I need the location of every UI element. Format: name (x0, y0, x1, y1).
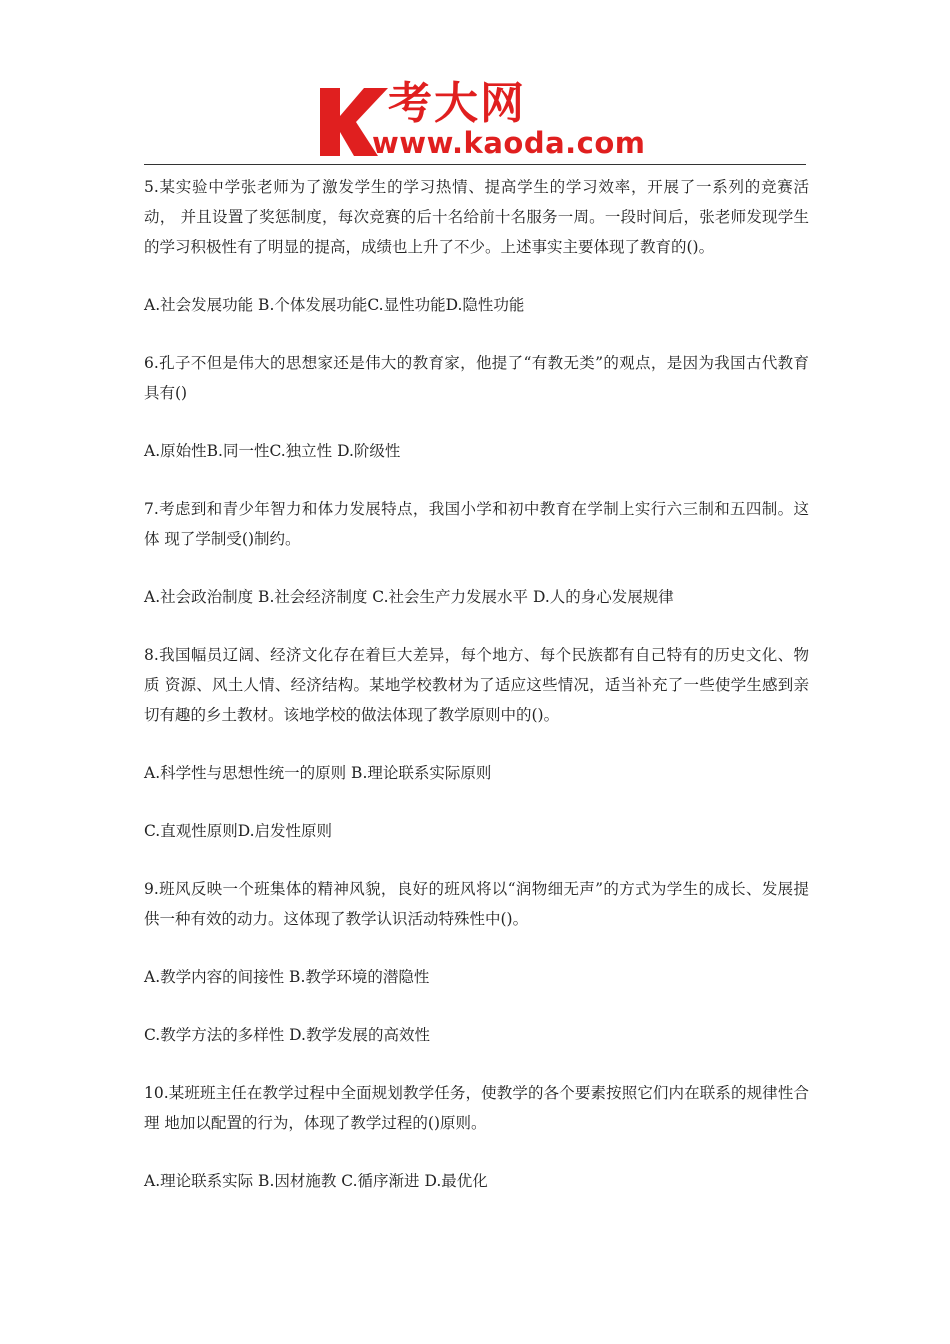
question-stem: 8.我国幅员辽阔、经济文化存在着巨大差异，每个地方、每个民族都有自己特有的历史文化、物质 资源、风土人情、经济结构。某地学校教材为了适应这些情况，适当补充了一些使学生感到亲切有趣的乡土教材。该地学校的做法体现了教学原则中的()。 (144, 646, 809, 724)
question-stem: 9.班风反映一个班集体的精神风貌，良好的班风将以“润物细无声”的方式为学生的成长、发展提供一种有效的动力。这体现了教学认识活动特殊性中()。 (144, 880, 809, 928)
logo-url-text: www.kaoda.com (372, 126, 646, 160)
header-divider (144, 164, 806, 165)
question-options: A.原始性B.同一性C.独立性 D.阶级性 (144, 442, 401, 460)
logo-chinese-text: 考大网 (388, 78, 526, 129)
question-options: A.教学内容的间接性 B.教学环境的潜隐性 (144, 968, 430, 986)
question-options: A.理论联系实际 B.因材施教 C.循序渐进 D.最优化 (144, 1172, 488, 1190)
question-list (144, 172, 809, 1196)
question-options: A.科学性与思想性统一的原则 B.理论联系实际原则 (144, 764, 492, 782)
question-stem: 5.某实验中学张老师为了激发学生的学习热情、提高学生的学习效率，开展了一系列的竞赛活动， 并且设置了奖惩制度，每次竞赛的后十名给前十名服务一周。一段时间后，张老师发现学生的学习积极性有了明显的提高，成绩也上升了不少。上述事实主要体现了教育的()。 (144, 178, 809, 256)
question-options: C.教学方法的多样性 D.教学发展的高效性 (144, 1026, 430, 1044)
question-stem: 10.某班班主任在教学过程中全面规划教学任务，使教学的各个要素按照它们内在联系的规律性合理 地加以配置的行为，体现了教学过程的()原则。 (144, 1084, 809, 1132)
question-options: C.直观性原则D.启发性原则 (144, 822, 333, 840)
kaoda-logo[interactable] (316, 78, 646, 160)
question-stem: 7.考虑到和青少年智力和体力发展特点，我国小学和初中教育在学制上实行六三制和五四制。这体 现了学制受()制约。 (144, 500, 809, 548)
question-options: A.社会政治制度 B.社会经济制度 C.社会生产力发展水平 D.人的身心发展规律 (144, 588, 674, 606)
question-options: A.社会发展功能 B.个体发展功能C.显性功能D.隐性功能 (144, 296, 525, 314)
question-stem: 6.孔子不但是伟大的思想家还是伟大的教育家，他提了“有教无类”的观点，是因为我国古代教育 具有() (144, 354, 809, 402)
page-header (0, 0, 950, 166)
